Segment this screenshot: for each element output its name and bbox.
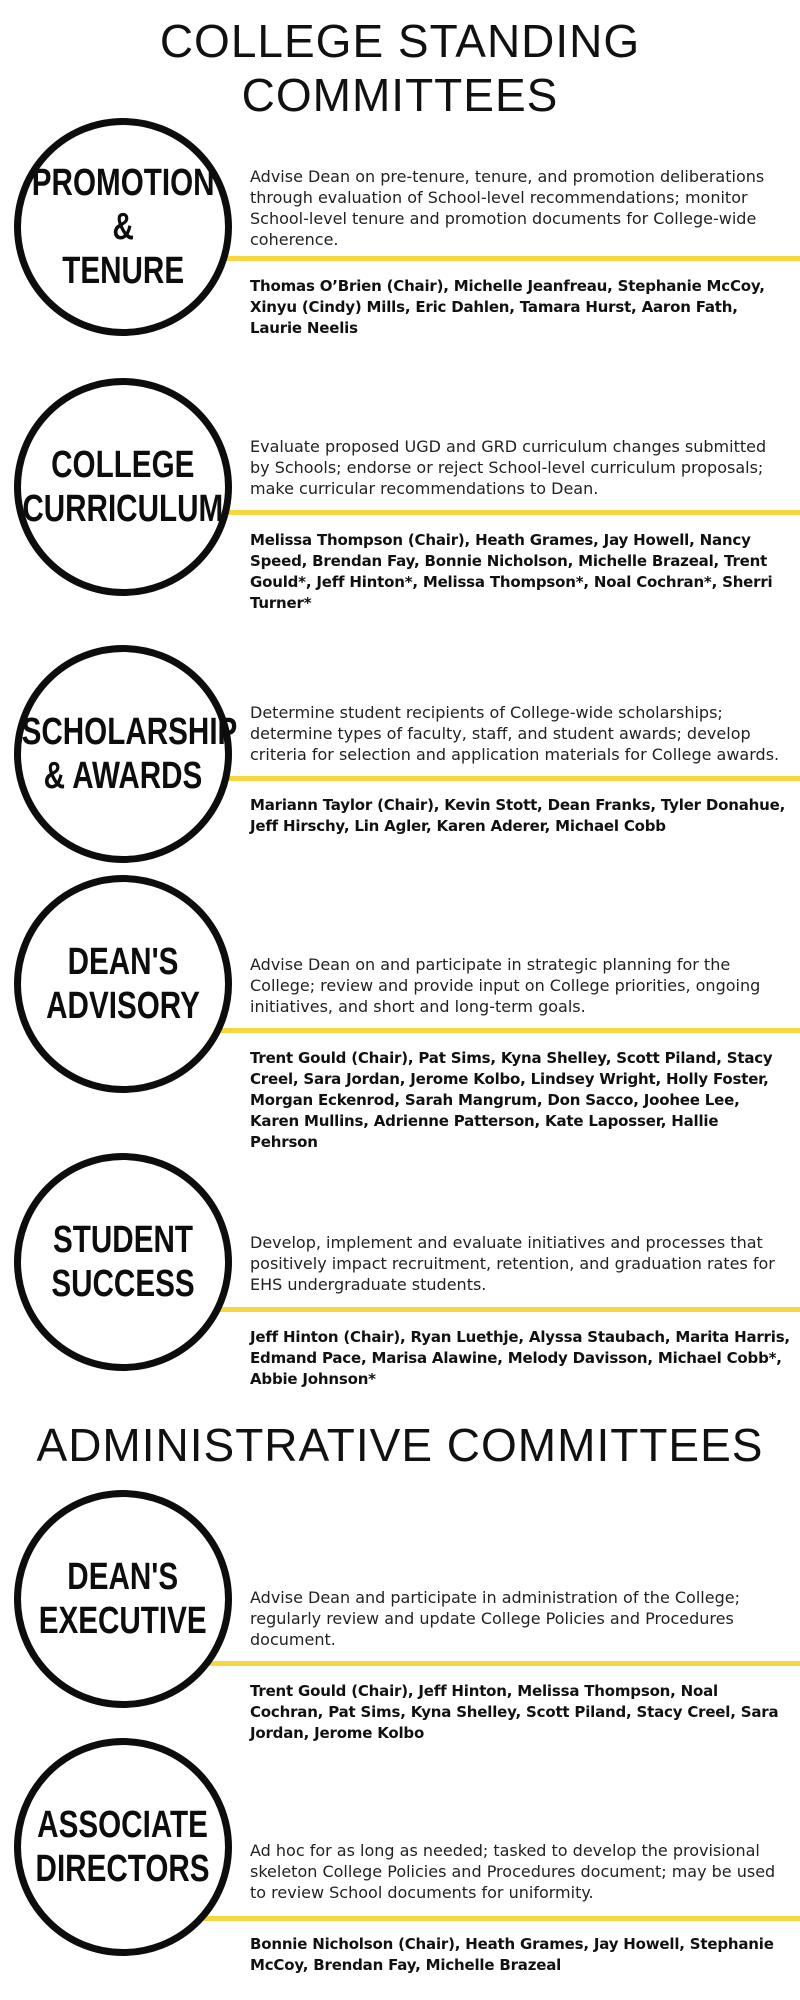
committee-scholarship-awards [0,645,800,885]
committee-circle [14,1490,232,1708]
committee-title: DEAN'S EXECUTIVE [39,1556,208,1642]
divider-line [125,1916,800,1921]
committee-circle [14,118,232,336]
committee-deans-executive [0,1490,800,1742]
committee-title: STUDENT SUCCESS [51,1219,195,1305]
divider-line [125,1661,800,1666]
committee-members: Trent Gould (Chair), Jeff Hinton, Melissa Thompson, Noal Cochran, Pat Sims, Kyna Shelley, Scott Piland, Stacy Creel, Sara Jordan, Jerome Kolbo [250,1682,779,1742]
committee-description: Advise Dean on and participate in strategic planning for the College; review and provide input on College priorities, ongoing initiatives, and short and long-term goals. [250,955,761,1016]
committee-circle [14,1738,232,1956]
divider-line [125,1307,800,1312]
committee-college-curriculum [0,378,800,618]
divider-line [125,1028,800,1033]
committee-deans-advisory [0,875,800,1151]
committee-members: Melissa Thompson (Chair), Heath Grames, Jay Howell, Nancy Speed, Brendan Fay, Bonnie Nicholson, Michelle Brazeal, Trent Gould*, Jeff Hinton*, Melissa Thompson*, Noal Cochran*, Sherri Turner* [250,531,773,612]
standing-committees-heading: COLLEGE STANDING COMMITTEES [159,15,641,121]
committee-circle [14,378,232,596]
committee-title: DEAN'S ADVISORY [46,941,200,1027]
committee-description: Develop, implement and evaluate initiatives and processes that positively impact recruitment, retention, and graduation rates for EHS undergraduate students. [250,1233,775,1294]
committee-title: ASSOCIATE DIRECTORS [35,1804,211,1890]
committee-circle [14,645,238,863]
committee-circle [14,1153,232,1371]
committee-description: Evaluate proposed UGD and GRD curriculum changes submitted by Schools; endorse or reject School-level curriculum proposals; make curricular recommendations to Dean. [250,437,767,498]
committee-title: SCHOLARSHIP & AWARDS [21,711,238,797]
committee-members: Jeff Hinton (Chair), Ryan Luethje, Alyssa Staubach, Marita Harris, Edmand Pace, Marisa Alawine, Melody Davisson, Michael Cobb*, Abbie Johnson* [250,1328,790,1388]
committee-members: Trent Gould (Chair), Pat Sims, Kyna Shelley, Scott Piland, Stacy Creel, Sara Jordan, Jerome Kolbo, Lindsey Wright, Holly Foster, Morgan Eckenrod, Sarah Mangrum, Don Sacco, Joohee Lee, Karen Mullins, Adrienne Patterson, Kate Laposser, Hallie Pehrson [250,1049,773,1151]
committee-promotion-tenure [0,118,800,358]
committee-title: PROMOTION & TENURE [31,162,215,292]
committee-description: Ad hoc for as long as needed; tasked to develop the provisional skeleton College Policies and Procedures document; may be used to review School documents for uniformity. [250,1841,776,1902]
committee-members: Thomas O’Brien (Chair), Michelle Jeanfreau, Stephanie McCoy, Xinyu (Cindy) Mills, Eric Dahlen, Tamara Hurst, Aaron Fath, Laurie Neelis [250,277,765,337]
administrative-committees-heading: ADMINISTRATIVE COMMITTEES [36,1419,764,1471]
committee-student-success [0,1153,800,1393]
committee-members: Bonnie Nicholson (Chair), Heath Grames, Jay Howell, Stephanie McCoy, Brendan Fay, Michelle Brazeal [250,1935,774,1974]
committee-title: COLLEGE CURRICULUM [22,444,224,530]
committee-circle [14,875,232,1093]
committee-members: Mariann Taylor (Chair), Kevin Stott, Dean Franks, Tyler Donahue, Jeff Hirschy, Lin Agler, Karen Aderer, Michael Cobb [250,796,786,835]
committee-description: Determine student recipients of College-wide scholarships; determine types of faculty, staff, and student awards; develop criteria for selection and application materials for College awards. [250,703,780,764]
committee-associate-directors [0,1738,800,1978]
committee-description: Advise Dean on pre-tenure, tenure, and promotion deliberations through evaluation of School-level recommendations; monitor School-level tenure and promotion documents for College-wide coherence. [250,167,765,249]
committee-description: Advise Dean and participate in administration of the College; regularly review and update College Policies and Procedures document. [250,1588,740,1649]
